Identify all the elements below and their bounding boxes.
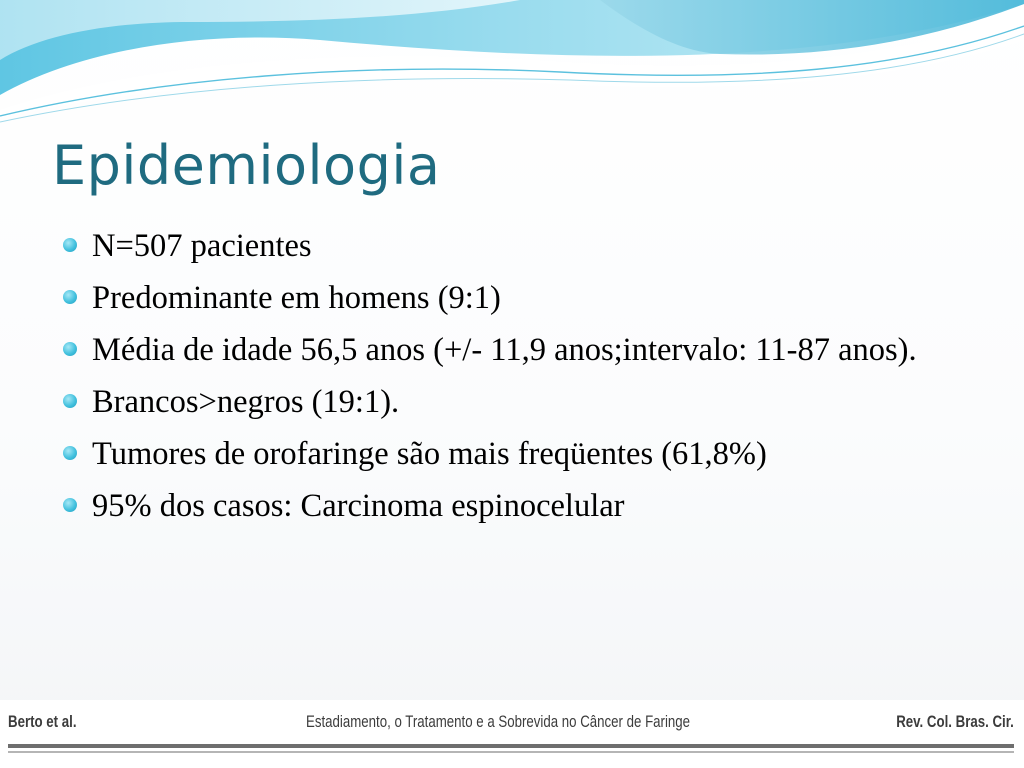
bullet-list	[62, 224, 962, 536]
list-item	[62, 432, 962, 476]
slide-title: Epidemiologia	[52, 134, 441, 197]
bullet-icon	[63, 394, 77, 408]
list-item	[62, 224, 962, 268]
bullet-text: Brancos>negros (19:1).	[92, 384, 400, 420]
bullet-text: Predominante em homens (9:1)	[92, 280, 501, 316]
bullet-text: 95% dos casos: Carcinoma espinocelular	[92, 488, 625, 524]
footer-divider-light	[8, 751, 1014, 753]
bullet-text: Média de idade 56,5 anos (+/- 11,9 anos;intervalo: 11-87 anos).	[92, 332, 917, 368]
list-item	[62, 276, 962, 320]
bullet-icon	[63, 238, 77, 252]
list-item	[62, 380, 962, 424]
bullet-text: Tumores de orofaringe são mais freqüentes (61,8%)	[92, 436, 767, 472]
header-wave-decoration	[0, 0, 1024, 130]
bullet-icon	[63, 290, 77, 304]
footer-divider	[8, 744, 1014, 748]
footer	[0, 700, 1024, 768]
footer-authors: Berto et al.	[8, 712, 77, 731]
list-item	[62, 484, 962, 528]
list-item	[62, 328, 962, 372]
bullet-icon	[63, 342, 77, 356]
footer-article-title: Estadiamento, o Tratamento e a Sobrevida no Câncer de Faringe	[306, 712, 691, 731]
bullet-icon	[63, 446, 77, 460]
footer-journal: Rev. Col. Bras. Cir.	[896, 712, 1014, 731]
bullet-text: N=507 pacientes	[92, 228, 312, 264]
bullet-icon	[63, 498, 77, 512]
